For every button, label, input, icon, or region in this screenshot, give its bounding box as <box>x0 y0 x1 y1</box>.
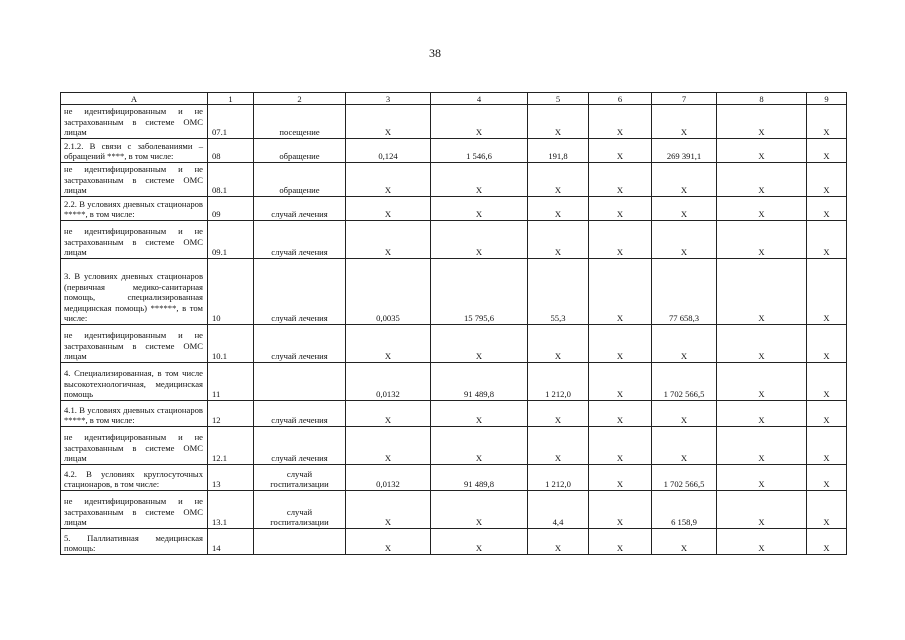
col-6-value: X <box>589 401 652 427</box>
col-4-value: X <box>431 529 528 555</box>
col-3-value: X <box>346 491 431 529</box>
col-5-value: 4,4 <box>528 491 589 529</box>
row-description: 2.1.2. В связи с заболеваниями – обращений ****, в том числе: <box>61 139 208 163</box>
col-8-value: X <box>717 427 807 465</box>
column-header: 3 <box>346 93 431 105</box>
column-header: 6 <box>589 93 652 105</box>
col-9-value: X <box>807 491 847 529</box>
col-7-value: X <box>652 163 717 197</box>
col-4-value: 15 795,6 <box>431 259 528 325</box>
row-unit: случай лечения <box>254 197 346 221</box>
col-3-value: X <box>346 427 431 465</box>
row-unit: случай госпитализации <box>254 465 346 491</box>
col-8-value: X <box>717 197 807 221</box>
row-description: не идентифицированным и не застрахованным в системе ОМС лицам <box>61 105 208 139</box>
col-5-value: X <box>528 221 589 259</box>
col-6-value: X <box>589 259 652 325</box>
col-9-value: X <box>807 197 847 221</box>
col-8-value: X <box>717 259 807 325</box>
col-9-value: X <box>807 427 847 465</box>
col-6-value: X <box>589 427 652 465</box>
col-6-value: X <box>589 465 652 491</box>
row-code: 10.1 <box>208 325 254 363</box>
row-description: 3. В условиях дневных стационаров (первичная медико-санитарная помощь, специализированная медицинская помощь) ******, в том числе: <box>61 259 208 325</box>
col-7-value: 269 391,1 <box>652 139 717 163</box>
row-code: 07.1 <box>208 105 254 139</box>
page-number: 38 <box>429 46 441 60</box>
col-3-value: 0,124 <box>346 139 431 163</box>
col-8-value: X <box>717 401 807 427</box>
column-header: 1 <box>208 93 254 105</box>
col-4-value: X <box>431 427 528 465</box>
table-header-row <box>61 93 847 105</box>
col-4-value: X <box>431 105 528 139</box>
col-7-value: 6 158,9 <box>652 491 717 529</box>
row-description: не идентифицированным и не застрахованным в системе ОМС лицам <box>61 163 208 197</box>
col-3-value: 0,0132 <box>346 363 431 401</box>
row-code: 09.1 <box>208 221 254 259</box>
row-unit: обращение <box>254 163 346 197</box>
col-4-value: X <box>431 401 528 427</box>
row-unit: посещение <box>254 105 346 139</box>
table-row <box>61 491 847 529</box>
table-row <box>61 105 847 139</box>
col-4-value: X <box>431 197 528 221</box>
col-9-value: X <box>807 465 847 491</box>
row-description: не идентифицированным и не застрахованным в системе ОМС лицам <box>61 427 208 465</box>
data-table <box>60 92 847 555</box>
col-4-value: X <box>431 163 528 197</box>
col-6-value: X <box>589 221 652 259</box>
row-unit: случай лечения <box>254 427 346 465</box>
row-unit: случай лечения <box>254 325 346 363</box>
column-header: 2 <box>254 93 346 105</box>
col-5-value: X <box>528 529 589 555</box>
table-row <box>61 197 847 221</box>
col-6-value: X <box>589 325 652 363</box>
row-unit <box>254 363 346 401</box>
col-4-value: 91 489,8 <box>431 465 528 491</box>
column-header: 5 <box>528 93 589 105</box>
column-header: A <box>61 93 208 105</box>
col-6-value: X <box>589 529 652 555</box>
col-9-value: X <box>807 259 847 325</box>
col-7-value: X <box>652 105 717 139</box>
col-7-value: X <box>652 325 717 363</box>
col-9-value: X <box>807 363 847 401</box>
col-3-value: X <box>346 105 431 139</box>
table-row <box>61 325 847 363</box>
row-unit: случай госпитализации <box>254 491 346 529</box>
column-header: 8 <box>717 93 807 105</box>
col-5-value: 1 212,0 <box>528 363 589 401</box>
row-unit: случай лечения <box>254 401 346 427</box>
col-7-value: 77 658,3 <box>652 259 717 325</box>
row-code: 08 <box>208 139 254 163</box>
row-description: 4.2. В условиях круглосуточных стационаров, в том числе: <box>61 465 208 491</box>
row-description: 4.1. В условиях дневных стационаров *****, в том числе: <box>61 401 208 427</box>
col-5-value: X <box>528 401 589 427</box>
row-unit: обращение <box>254 139 346 163</box>
col-6-value: X <box>589 363 652 401</box>
row-code: 12 <box>208 401 254 427</box>
table-body <box>61 93 847 555</box>
row-unit: случай лечения <box>254 221 346 259</box>
table-row <box>61 259 847 325</box>
col-6-value: X <box>589 139 652 163</box>
table-row <box>61 139 847 163</box>
col-8-value: X <box>717 325 807 363</box>
col-8-value: X <box>717 491 807 529</box>
col-7-value: 1 702 566,5 <box>652 363 717 401</box>
row-description: 5. Паллиативная медицинская помощь: <box>61 529 208 555</box>
col-9-value: X <box>807 139 847 163</box>
col-5-value: X <box>528 325 589 363</box>
col-9-value: X <box>807 401 847 427</box>
row-description: не идентифицированным и не застрахованным в системе ОМС лицам <box>61 325 208 363</box>
table-row <box>61 401 847 427</box>
col-8-value: X <box>717 221 807 259</box>
table-row <box>61 427 847 465</box>
row-description: 4. Специализированная, в том числе высокотехнологичная, медицинская помощь <box>61 363 208 401</box>
col-4-value: 1 546,6 <box>431 139 528 163</box>
row-code: 08.1 <box>208 163 254 197</box>
col-7-value: X <box>652 197 717 221</box>
col-8-value: X <box>717 363 807 401</box>
col-3-value: X <box>346 163 431 197</box>
row-code: 09 <box>208 197 254 221</box>
col-6-value: X <box>589 163 652 197</box>
col-9-value: X <box>807 163 847 197</box>
col-5-value: 191,8 <box>528 139 589 163</box>
row-code: 13.1 <box>208 491 254 529</box>
table-row <box>61 163 847 197</box>
row-unit <box>254 529 346 555</box>
col-7-value: X <box>652 401 717 427</box>
col-6-value: X <box>589 491 652 529</box>
col-3-value: X <box>346 529 431 555</box>
row-code: 12.1 <box>208 427 254 465</box>
col-7-value: X <box>652 221 717 259</box>
table-row <box>61 465 847 491</box>
row-code: 14 <box>208 529 254 555</box>
col-4-value: 91 489,8 <box>431 363 528 401</box>
table-row <box>61 363 847 401</box>
column-header: 9 <box>807 93 847 105</box>
row-code: 10 <box>208 259 254 325</box>
row-description: не идентифицированным и не застрахованным в системе ОМС лицам <box>61 491 208 529</box>
col-6-value: X <box>589 105 652 139</box>
col-8-value: X <box>717 529 807 555</box>
col-3-value: X <box>346 221 431 259</box>
col-6-value: X <box>589 197 652 221</box>
col-4-value: X <box>431 221 528 259</box>
row-description: 2.2. В условиях дневных стационаров *****, в том числе: <box>61 197 208 221</box>
row-unit: случай лечения <box>254 259 346 325</box>
col-5-value: 55,3 <box>528 259 589 325</box>
row-description: не идентифицированным и не застрахованным в системе ОМС лицам <box>61 221 208 259</box>
column-header: 7 <box>652 93 717 105</box>
col-8-value: X <box>717 105 807 139</box>
col-3-value: X <box>346 325 431 363</box>
col-7-value: X <box>652 427 717 465</box>
col-8-value: X <box>717 139 807 163</box>
row-code: 11 <box>208 363 254 401</box>
col-4-value: X <box>431 325 528 363</box>
table-row <box>61 529 847 555</box>
col-7-value: 1 702 566,5 <box>652 465 717 491</box>
col-5-value: 1 212,0 <box>528 465 589 491</box>
col-5-value: X <box>528 427 589 465</box>
col-3-value: 0,0035 <box>346 259 431 325</box>
col-3-value: X <box>346 197 431 221</box>
col-9-value: X <box>807 325 847 363</box>
column-header: 4 <box>431 93 528 105</box>
col-5-value: X <box>528 163 589 197</box>
col-7-value: X <box>652 529 717 555</box>
col-5-value: X <box>528 105 589 139</box>
col-4-value: X <box>431 491 528 529</box>
col-3-value: 0,0132 <box>346 465 431 491</box>
row-code: 13 <box>208 465 254 491</box>
col-9-value: X <box>807 221 847 259</box>
col-8-value: X <box>717 465 807 491</box>
col-8-value: X <box>717 163 807 197</box>
table-row <box>61 221 847 259</box>
col-9-value: X <box>807 105 847 139</box>
col-9-value: X <box>807 529 847 555</box>
col-5-value: X <box>528 197 589 221</box>
col-3-value: X <box>346 401 431 427</box>
